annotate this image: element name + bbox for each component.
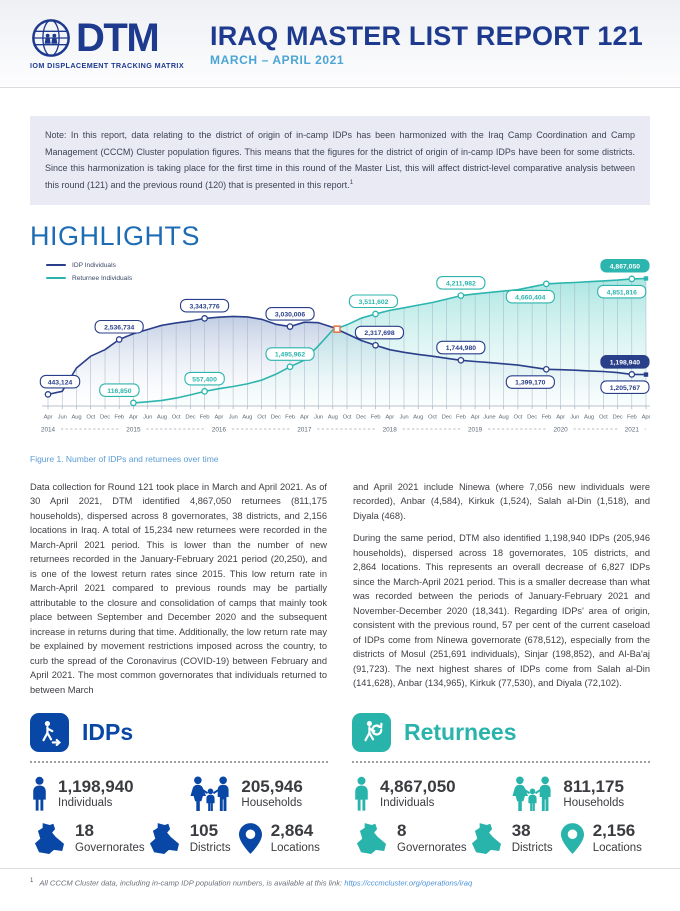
stat-label: Individuals [380,797,435,810]
svg-text:Oct: Oct [86,414,96,421]
svg-text:2014: 2014 [40,426,56,434]
svg-text:2015: 2015 [126,426,141,434]
svg-text:Oct: Oct [428,414,437,421]
idp-individuals-stat [30,776,189,811]
returnee-households-stat [511,776,650,811]
svg-text:Apr: Apr [299,414,309,421]
svg-text:Feb: Feb [626,414,637,421]
svg-text:2016: 2016 [211,426,227,434]
svg-text:Aug: Aug [242,414,253,421]
stat-label: Households [563,797,625,810]
svg-text:Apr: Apr [641,414,650,421]
svg-text:1,198,940: 1,198,940 [609,359,641,367]
svg-text:Feb: Feb [285,414,295,421]
svg-text:Jun: Jun [57,414,67,421]
idp-locations-stat [239,822,328,854]
idp-dotted-rule [30,761,328,763]
svg-text:Feb: Feb [114,414,125,421]
svg-text:Apr: Apr [214,414,224,421]
svg-text:4,660,404: 4,660,404 [515,293,546,301]
svg-text:Oct: Oct [171,414,181,421]
location-pin-icon [239,823,262,854]
person-icon [30,776,49,811]
stat-value: 105 [189,821,219,841]
svg-text:Dec: Dec [441,414,452,421]
svg-text:1,495,962: 1,495,962 [274,351,306,359]
legend-item-idp [46,262,132,269]
svg-text:4,211,982: 4,211,982 [445,280,476,288]
svg-text:Apr: Apr [129,414,138,421]
svg-text:June: June [483,414,496,421]
stat-label: Governorates [75,841,145,854]
svg-text:Jun: Jun [143,414,153,421]
svg-text:557,400: 557,400 [192,375,217,383]
idp-returnee-chart [30,258,650,446]
paragraph-right-2: During the same period, DTM also identified 1,198,940 IDPs (205,946 households), dispersed across 18 governorates, 105 districts, and 2,864 locations. This represents an overall decrease of 6,827 IDPs since the March-April 2021 period. This is a smaller decrease than what was recorded between the periods of January-February 2021 and November-December 2020 (18,341). Regarding IDPs' area of origin, consistent with the previous round, 57 per cent of the current caseload of IDPs come from Ninewa governorate (678,512), especially from the districts of Mosul (251,691 individuals), Sinjar (198,852), and Al-Ba'aj (91,723). The next highest shares of IDPs come from Salah al-Din (141,628), Anbar (134,965), Kirkuk (77,530), and Diyala (72,102). [353,533,650,689]
legend-item-returnee [46,275,132,282]
paragraph-right-1: and April 2021 include Ninewa (where 7,056 new individuals were recorded), Anbar (4,584), Kirkuk (1,524), Salah al-Din (1,518), and Diyala (468). [353,481,650,521]
stat-label: Locations [270,841,320,854]
idp-line-swatch [46,264,66,266]
svg-text:Apr: Apr [470,414,480,421]
iraq-map-icon [352,822,388,854]
svg-text:Feb: Feb [370,414,381,421]
stat-value: 205,946 [241,776,303,796]
footnote-text: All CCCM Cluster data, including in-camp IDP population numbers, is available at this link: [39,878,345,888]
idp-walking-arrow-icon [30,713,69,752]
svg-text:Dec: Dec [185,414,196,421]
svg-text:3,343,776: 3,343,776 [189,302,220,310]
dtm-logo [30,17,184,70]
stat-value: 4,867,050 [380,776,456,796]
svg-text:4,851,816: 4,851,816 [606,288,637,296]
report-subtitle: MARCH – APRIL 2021 [210,53,345,68]
stat-label: Individuals [58,797,113,810]
body-col-right [353,480,650,698]
svg-text:Feb: Feb [541,414,552,421]
location-pin-icon [561,823,584,854]
stat-label: Districts [511,841,553,854]
svg-text:116,850: 116,850 [107,387,132,395]
svg-text:Dec: Dec [356,414,367,421]
iraq-map-icon [30,822,66,854]
dtm-wordmark: DTM [76,16,159,60]
svg-text:Jun: Jun [570,414,580,421]
body-col-left [30,480,327,698]
stats-section [30,713,650,854]
stat-value: 2,156 [592,821,636,841]
svg-text:Jun: Jun [228,414,238,421]
returnee-dotted-rule [352,761,650,763]
svg-text:2020: 2020 [553,426,568,434]
dtm-tagline: IOM DISPLACEMENT TRACKING MATRIX [30,61,185,70]
stat-label: Governorates [397,841,467,854]
idp-districts-stat [145,822,239,854]
chart-section [30,258,650,446]
stat-label: Districts [189,841,231,854]
svg-text:Aug: Aug [413,414,424,421]
family-icon [189,776,232,811]
stat-value: 2,864 [270,821,314,841]
svg-text:Apr: Apr [43,414,53,421]
svg-text:Aug: Aug [71,414,82,421]
svg-text:Apr: Apr [385,414,395,421]
family-icon [511,776,554,811]
idps-title: IDPs [82,719,134,746]
svg-text:3,511,602: 3,511,602 [358,298,389,306]
footnote-marker: 1 [30,878,34,885]
svg-text:Oct: Oct [598,414,608,421]
svg-text:1,205,767: 1,205,767 [609,384,641,392]
figure-caption: Figure 1. Number of IDPs and returnees over time [30,453,219,464]
chart-legend [46,262,132,282]
svg-text:Dec: Dec [612,414,623,421]
footnote [30,878,650,888]
svg-text:1,399,170: 1,399,170 [515,379,546,387]
iom-globe-icon [30,17,72,59]
iraq-map-icon [145,822,181,854]
svg-text:2021: 2021 [624,426,639,434]
note-footnote-marker: 1 [349,179,354,186]
person-icon [352,776,371,811]
svg-text:4,867,050: 4,867,050 [609,262,641,270]
footnote-link[interactable]: https://cccmcluster.org/operations/iraq [344,878,473,888]
returnee-districts-stat [467,822,561,854]
svg-text:3,030,006: 3,030,006 [274,311,306,319]
idps-panel [30,713,328,854]
stat-value: 38 [511,821,531,841]
idp-governorates-stat [30,822,145,854]
svg-text:2017: 2017 [297,426,312,434]
footer-divider [0,868,680,869]
note-text: Note: In this report, data relating to the district of origin of in-camp IDPs has been harmonized with the Iraq Camp Coordination and Camp Management (CCCM) Cluster population figures. This means that the figures for the district of origin of in-camp IDPs have been for some districts. Since this harmonization is taking place for the first time in this round of the Master List, this will affect district-level comparative analysis between this round (121) and the previous round (120) that is presented in this report. [45,130,635,190]
svg-text:Jun: Jun [313,414,324,421]
svg-text:Apr: Apr [556,414,565,421]
report-title: IRAQ MASTER LIST REPORT 121 [210,20,643,51]
stat-value: 18 [75,821,94,841]
svg-text:Dec: Dec [527,414,538,421]
svg-text:Feb: Feb [456,414,466,421]
stat-value: 1,198,940 [58,776,134,796]
returnees-title: Returnees [404,719,517,746]
svg-text:443,124: 443,124 [47,378,73,386]
report-header [0,0,680,88]
svg-text:Dec: Dec [99,414,111,421]
svg-text:Oct: Oct [342,414,352,421]
body-text [30,480,650,698]
highlights-title: HIGHLIGHTS [30,220,201,251]
returnees-panel [352,713,650,854]
note-box [30,116,650,205]
legend-label-idp: IDP Individuals [72,261,116,269]
returnee-walking-return-icon [352,713,391,752]
returnee-locations-stat [561,822,650,854]
svg-text:Feb: Feb [199,414,210,421]
svg-text:Aug: Aug [583,414,595,421]
svg-text:2018: 2018 [382,426,397,434]
stat-value: 8 [397,821,407,841]
svg-text:Dec: Dec [270,414,281,421]
crossing-marker [334,326,340,332]
stat-value: 811,175 [563,776,624,796]
stat-label: Locations [592,841,642,854]
returnee-individuals-stat [352,776,511,811]
svg-text:Oct: Oct [257,414,266,421]
idp-households-stat [189,776,328,811]
svg-text:Aug: Aug [327,414,338,421]
svg-text:Aug: Aug [498,414,509,421]
svg-text:Oct: Oct [513,414,523,421]
svg-text:2019: 2019 [467,426,483,434]
svg-text:2,317,698: 2,317,698 [364,329,395,337]
svg-text:Jun: Jun [399,414,409,421]
returnee-line-swatch [46,277,66,279]
svg-text:2,536,734: 2,536,734 [104,323,135,331]
stat-label: Households [241,797,303,810]
legend-label-returnee: Returnee Individuals [72,274,133,282]
iraq-map-icon [467,822,503,854]
svg-text:1,744,980: 1,744,980 [445,344,477,352]
svg-text:Aug: Aug [156,414,167,421]
paragraph-left: Data collection for Round 121 took place in March and April 2021. As of 30 April 2021, DTM identified 4,867,050 returnees (811,175 households), dispersed across 8 governorates, 38 districts, and 2,156 locations in Iraq. A total of 15,234 new returnees were recorded in the March-April 2021 period. This is lower than the number of new returnees recorded in the January-February 2021 period (20,250), and is one of the lowest return rates since 2015. This low return rate in March-April 2021 compared to previous rounds may be partially attributable to the closure and consolidation of camps that mainly took place between September and December 2020 and the subsequent increase in returns during that time. Additionally, the low return rate may be explained by movement restrictions imposed across the country, to curb the spread of the Coronavirus (COVID-19) between February and April 2021. The most common governorates that individuals returned to between March [30,481,327,695]
returnee-governorates-stat [352,822,467,854]
